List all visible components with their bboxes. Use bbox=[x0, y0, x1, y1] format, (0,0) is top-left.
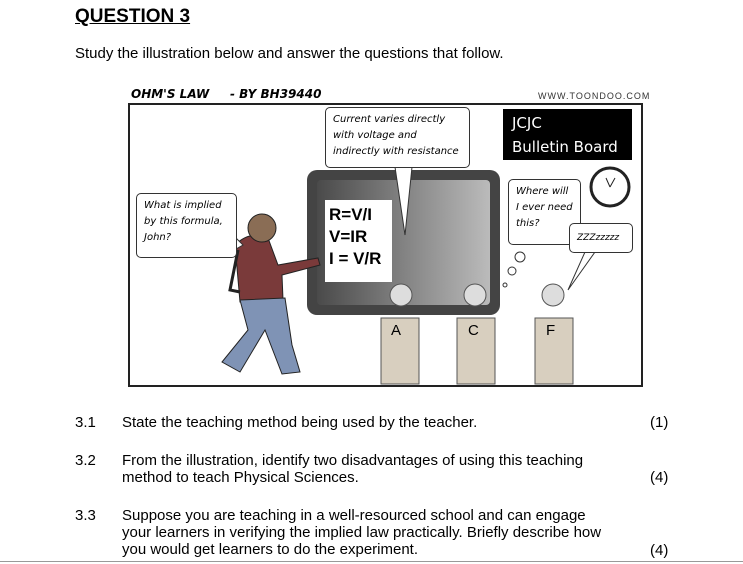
question-text bbox=[122, 414, 632, 431]
sign-line: JCJC bbox=[512, 114, 542, 132]
sign-line: Bulletin Board bbox=[512, 138, 618, 156]
question-marks: (4) bbox=[650, 542, 669, 559]
bubble-tail bbox=[568, 252, 595, 290]
teacher-speech-bubble: What is implied by this formula, John? bbox=[136, 193, 237, 258]
question-number: 3.2 bbox=[75, 452, 96, 469]
question-line: you would get learners to do the experiment. bbox=[122, 541, 419, 558]
question-number: 3.3 bbox=[75, 507, 96, 524]
bubble-tail bbox=[395, 167, 412, 235]
chair-label: F bbox=[546, 322, 556, 339]
formula: R=V/I bbox=[329, 205, 372, 224]
cartoon-title: OHM'S LAW bbox=[131, 87, 210, 101]
question-title: QUESTION 3 bbox=[75, 6, 191, 27]
student-thought-bubble: Where will I ever need this? bbox=[508, 179, 581, 245]
chair-label: A bbox=[391, 322, 402, 339]
cartoon-site: WWW.TOONDOO.COM bbox=[538, 91, 651, 101]
question-line: Suppose you are teaching in a well-resourced school and can engage bbox=[122, 507, 586, 524]
page-divider bbox=[0, 561, 743, 562]
question-line: your learners in verifying the implied law practically. Briefly describe how bbox=[122, 524, 602, 541]
question-marks: (1) bbox=[650, 414, 669, 431]
formula: V=IR bbox=[329, 227, 368, 246]
cartoon-author: - BY BH39440 bbox=[230, 87, 322, 101]
question-text bbox=[122, 452, 632, 486]
bulletin-board-sign bbox=[503, 109, 632, 160]
question-line: State the teaching method being used by the teacher. bbox=[122, 414, 478, 431]
question-number: 3.1 bbox=[75, 414, 96, 431]
question-line: From the illustration, identify two disadvantages of using this teaching bbox=[122, 452, 584, 469]
formula: I = V/R bbox=[329, 249, 382, 268]
instructions: Study the illustration below and answer the questions that follow. bbox=[75, 45, 504, 62]
question-text bbox=[122, 507, 632, 558]
sleep-bubble: ZZZzzzzz bbox=[569, 223, 633, 253]
chair-label: C bbox=[468, 322, 479, 339]
thought-bubbles bbox=[503, 252, 525, 287]
explanation-speech-bubble: Current varies directly with voltage and indirectly with resistance bbox=[325, 107, 470, 168]
question-marks: (4) bbox=[650, 469, 669, 486]
question-line: method to teach Physical Sciences. bbox=[122, 469, 359, 486]
clock-icon bbox=[591, 168, 629, 206]
